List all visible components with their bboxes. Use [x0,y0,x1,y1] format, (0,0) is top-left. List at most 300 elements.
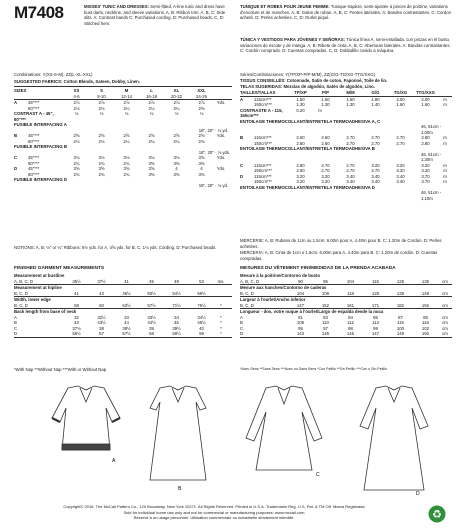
row-value: 1.30 [296,102,305,107]
row-value: 2.70 [346,168,355,173]
figure-a-tunic [52,386,120,450]
fgm-row-label: B, C, D [240,302,254,308]
row-value: 2¼ [123,138,130,144]
row-label [14,183,199,189]
row-sub: 46, 51cm - 1,30m [420,151,442,162]
fgm-value: 90 [298,278,303,284]
fgm-row-label: B, C, D [14,302,28,308]
fgm-row-label: C [14,325,18,331]
fgm-value: 109 [321,290,330,296]
row-value: 2⅜ [198,138,205,144]
fgm-row-label: A [14,314,17,320]
row-value: 3.20 [396,162,405,168]
row-label: A [240,96,244,102]
row-value: 3⅛ [148,155,155,160]
row-value: 4 [200,166,203,171]
header-cell: 12-14 [121,93,132,99]
fgm-value: 75½ [197,302,206,308]
header-cell: TTG/XXG [416,90,435,95]
row-value: 3⅜ [173,171,180,177]
fgm-value: 149 [421,290,430,296]
fgm-row [14,303,232,309]
row-label: FUSIBLE INTERFACING B [14,144,67,149]
table-row [14,111,232,122]
fgm-row-label: A [240,314,243,320]
row-value: 1.60 [396,102,405,107]
combinations: Combinations: Y(XS-S-M), ZZ(L-XL-XXL) [14,72,93,77]
fgm-value: 125 [396,278,405,284]
fgm-value: 37⅛ [72,325,81,331]
fgm-value: 100 [396,325,405,331]
fgm-value: 39 [149,325,154,331]
fgm-value: 87 [398,314,403,320]
row-label: CONTRASTE A - 115, 150cm*** [240,107,283,118]
row-label: C [240,162,244,168]
header-cell: L [150,88,153,93]
row-value: 1.90 [371,96,380,102]
header-cell: XS [73,88,80,93]
fgm-value: 34 [174,314,179,320]
row-value: 2⅞ [98,100,105,105]
header-cell: 24-26 [196,93,207,99]
header-cell: TP/XP [294,90,307,95]
fgm-value: 143 [296,331,305,336]
fgm-unit: cm [442,320,448,325]
row-unit: m [443,162,447,168]
fgm-value: 50½ [147,290,156,296]
fgm-unit [214,291,228,297]
fgm-row-label: D [14,331,18,336]
header-cell: M/M [346,90,355,95]
row-value: 2.70 [371,135,380,140]
row-value: 3.20 [421,162,430,168]
row-value: 2.80 [421,135,430,140]
row-value: 2⅝ [98,133,105,138]
row-sub: 46, 51cm - 1,10m [420,190,442,201]
row-value: 2⅞ [73,100,80,105]
fgm-unit: cm [442,302,448,308]
row-unit: m [443,140,447,146]
fgm-value: 84 [348,314,353,320]
row-value: 3⅝ [98,166,105,171]
figure-label-d: D [416,491,420,496]
row-value: 2.60 [296,135,305,140]
suggested-fabrics: SUGGESTED FABRICS: Cotton Blends, Sateen, Dobby, Linen. [14,79,140,84]
row-value: 2.60 [296,168,305,173]
row-value: 3⅜ [148,160,155,166]
row-unit: m [443,179,447,184]
row-value: 2¾ [98,160,105,166]
row-sub: 60"*** [28,105,40,111]
row-sub: 60"*** [28,160,40,166]
tissus: TISSUS CONSEILLÉS: Cotonnade, Satin de coton, Faponné, Toile de lin. [240,78,388,83]
fgm-value: 99 [373,325,378,331]
row-sub: 150cm*** [254,102,272,107]
row-sub: 115cm*** [254,173,272,179]
fgm-value: 33 [124,314,129,320]
row-value: 2⅞ [123,100,130,105]
row-value: 2¼ [123,105,130,111]
fgm-value: 43 [99,290,104,296]
fgm-unit: * [220,331,222,336]
row-value: 3.40 [371,173,380,179]
row-sub: 46, 51cm - 1,00m [420,124,442,135]
fgm-value: 147 [371,331,380,336]
fgm-value: 150 [421,331,430,336]
row-value: 2⅜ [198,105,205,111]
fgm-value: 45 [149,278,154,284]
row-value: 2.60 [321,135,330,140]
fgm-section-title: Width, lower edge [14,297,51,302]
fgm-value: 43½ [97,320,106,325]
row-value: 3⅛ [98,155,105,160]
intro-en-title: MISSES' TUNIC AND DRESSES: [84,4,150,9]
header-label: TAILLES/TALLAS [240,90,276,95]
row-unit: Yds. [216,133,226,138]
fgm-value: 83 [323,314,328,320]
divider [14,337,232,338]
row-value: 2.00 [396,96,405,102]
fgm-unit: cm [442,290,448,296]
fgm-row [240,279,452,285]
row-value: 2¾ [123,160,130,166]
row-label: ENTOILAGE THERMOCOLLANT/ENTRETELA TERMOADHESIVA A, C [240,118,381,124]
row-value: 3⅜ [148,171,155,177]
row-sub: 18", 20" · ⅛ yds. [198,149,231,155]
fgm-value: 58 [149,331,154,336]
row-value: 2.70 [396,140,405,146]
row-sub: 150cm*** [254,140,272,146]
fgm-value: 58½ [172,331,181,336]
row-sub: 60"*** [28,138,40,144]
fgm-value: 33½ [147,314,156,320]
figure-label-b: B [178,486,182,492]
fgm-section-title: Measurement at hipline [14,285,62,290]
row-unit: Yds. [216,166,226,171]
fgm-value: 32½ [97,314,106,320]
row-value: 4 [175,166,178,171]
table-row [14,183,232,189]
row-value: 2¾ [98,171,105,177]
row-value: 3⅛ [73,155,80,160]
row-value: ⅛ [124,111,129,116]
fgm-value: 161 [346,302,355,308]
nap-note-en: *With Nap **Without Nap ***With or Without Nap [14,367,107,372]
row-value: ⅛ [199,111,204,116]
fgm-row-label: B, C, D [240,290,254,296]
fgm-value: 98 [348,325,353,331]
row-label: FUSIBLE INTERFACING A [14,122,67,127]
fgm-section-title: Measurement at bustline [14,273,65,278]
fgm-value: 104 [296,290,305,296]
fgm-section-title: Back length from base of neck [14,309,77,314]
telas: TELAS SUGERIDAS: Mezclas de algodón, Satén de algodón, Lino. [240,84,375,89]
fgm-value: 59 [199,331,204,336]
row-value: 2.80 [421,140,430,146]
row-value: 2⅛ [73,138,80,144]
row-unit: m [443,102,447,107]
row-value: 2.80 [296,162,305,168]
fgm-value: 54½ [172,290,181,296]
row-label [240,152,421,163]
fgm-value: 45 [174,320,179,325]
yardage-table-en [14,88,232,188]
header-cell: 4-6 [73,93,80,99]
row-value: 2¼ [148,105,155,111]
fgm-row-label: A, B, C, D [240,278,260,284]
fgm-value: 56½ [72,331,81,336]
fgm-row [240,303,452,309]
fgm-value: 57½ [122,331,131,336]
row-value: ⅛ [149,111,154,116]
series: Séries/Combinaciones: Y(TP/XP-P/P-M/M), ZZ(G/G-TG/XG-TTG/XXG) [240,72,376,77]
fgm-value: 104 [346,278,355,284]
fgm-value: 40 [199,325,204,331]
row-sub: 150cm*** [254,179,272,184]
row-value: 2⅛ [98,105,105,111]
fgm-unit: * [220,314,222,320]
row-value: ⅛ [174,111,179,116]
divider [240,337,452,338]
row-sub: 115cm*** [254,96,272,102]
fgm-value: 95 [323,278,328,284]
row-value: 2¼ [148,138,155,144]
row-value: 3.20 [321,179,330,184]
table-row [240,108,452,119]
fgm-value: 152 [321,302,330,308]
svg-text:♻: ♻ [432,508,442,521]
fgm-unit: cm [442,325,448,331]
row-label [240,190,421,201]
fgm-value: 39½ [172,325,181,331]
mes-title: MESURES DU VÊTEMENT FINI/MEDIDAS DE LA PRENDA ACABADA [240,266,396,271]
row-value: 3.40 [396,173,405,179]
fgm-value: 44½ [147,320,156,325]
fgm-section-title: Longueur - dos, votre nuque à l'ourlet/Largo de espalda desde la nuca [240,309,384,314]
garment-sketches [40,378,440,496]
fgm-value: 43 [74,320,79,325]
row-value: 3.40 [346,173,355,179]
header-cell: 20-22 [171,93,182,99]
row-label: B [14,133,18,138]
header-label: SIZES [14,88,27,93]
table-row [240,152,452,163]
fgm-row-label: D [240,331,244,336]
figure-label-c: C [316,472,320,478]
notions: NOTIONS: A, B: ⅛" or ¼" Ribbons: 6½ yds. for A, 4⅝ yds. for B. C: 1⅛ yds. Cording. D: Purchased beads. [14,245,217,250]
row-value: 3.20 [296,179,305,184]
fgm-row [240,291,452,297]
fgm-value: 112 [347,320,354,325]
fgm-table-en [14,273,232,338]
fgm-value: 115 [397,320,404,325]
row-value: 2¾ [73,171,80,177]
row-value: 2¾ [123,171,130,177]
row-value: 2.70 [346,140,355,146]
fgm-value: 63½ [122,302,131,308]
fgm-table-fr [240,273,452,338]
fgm-value: 138 [396,290,405,296]
row-value: 3⅝ [73,166,80,171]
row-value: 2⅝ [123,133,130,138]
recycle-icon [428,505,446,523]
row-value: 2¾ [73,160,80,166]
row-value: 1.60 [421,102,430,107]
row-value: 3.20 [321,173,330,179]
row-sub: 115cm*** [254,135,272,140]
fgm-value: 41 [124,278,129,284]
fgm-value: 146 [346,331,355,336]
garment-figures [40,378,440,496]
header-cell: P/P [322,90,329,95]
row-label: ENTOILAGE THERMOCOLLANT/ENTRETELA TERMOADHESIVA B [240,146,375,151]
row-value: 3⅛ [173,155,180,160]
row-label: B [240,135,244,140]
row-value: 3⅝ [123,166,130,171]
fgm-value: 60 [99,302,104,308]
row-value: 2.00 [421,96,430,102]
fgm-value: 102 [421,325,430,331]
footer-copyright: Copyright© 2016, The McCall Pattern Co., 120 Broadway, New York 10271. All Rights Reserved. Printed in U.S.A. Trademarks Reg. U.S. Pat. & TM Off. Marca Registrada [63,504,365,509]
row-label [240,124,421,135]
row-value: 3.20 [396,168,405,173]
divider [14,86,232,87]
row-value: 2⅝ [73,133,80,138]
figure-label-a: A [112,458,116,464]
fgm-value: 192 [421,302,430,308]
merceria: MERCERÍA: A, B: Cinta de 1cm o 1.5cm: 6.00m para A, 4.40m para B. C: 1.20m de cordón. D: Cuentas compradas. [240,250,438,261]
row-value: 3.20 [421,168,430,173]
row-sub: 45"*** [28,155,40,160]
row-value: 3⅝ [198,155,205,160]
table-header-row [240,90,452,96]
row-value: 3.70 [421,179,430,184]
row-sub: 18", 20" · ⅛ yd. [198,127,229,133]
row-unit: Yds. [216,155,226,160]
fgm-value: 49 [174,278,179,284]
fgm-value: 88 [423,314,428,320]
fgm-value: 67½ [147,302,156,308]
footer-line2: Sold for individual home use only and not for commercial or manufacturing purposes. www.mccall.com [123,509,305,515]
footer-line3: Réservé à un usage personnel. Utilisation commerciale ou industrielle strictement interdite. [133,515,295,521]
row-label: D [240,173,244,179]
table-header-row [14,94,232,100]
fgm-value: 149 [396,331,405,336]
row-value: 2⅞ [173,100,180,105]
row-value: 2⅞ [148,100,155,105]
row-value: 2.60 [296,140,305,146]
row-unit: m [443,135,447,140]
fgm-section-title: Largeur à l'ourlet/Ancho inferior [240,297,306,302]
row-label: C [14,155,18,160]
intro-es [240,37,452,54]
fgm-value: 35½ [72,278,81,284]
fgm-value: 38½ [122,325,131,331]
row-value: 3⅜ [173,160,180,166]
fgm-value: 53 [199,278,204,284]
row-value: 2⅝ [198,133,205,138]
row-value: 3⅜ [198,171,205,177]
row-value: 1.40 [371,102,380,107]
fgm-row-label: B [14,320,17,325]
table-row [240,190,452,201]
row-value: 3.20 [296,173,305,179]
row-value: 2⅝ [173,133,180,138]
row-value: ⅛ [74,111,79,116]
fgm-value: 32 [74,314,79,320]
fgm-value: 46½ [122,290,131,296]
row-sub: 150cm*** [254,168,272,173]
fgm-value: 118 [347,290,354,296]
row-value: 2.70 [321,162,330,168]
intro-fr-body: Tunique trapèze, semi-ajustée à pinces de poitrine, variations d'encolure et de manches. A, B: Galon de ruban. A, B, C: Fentes latérales. A: Bandes contrastantes. C: Cordon acheté. D: Perles achetées. C, D: Ourlet piqué. [240,4,452,20]
fgm-title: FINISHED GARMENT MEASUREMENTS [14,266,105,271]
fgm-value: 113 [372,320,379,325]
header-cell: XXL [197,88,206,93]
row-value: 3⅜ [198,160,205,166]
row-sub: 60"*** [28,171,40,177]
row-value: 1.60 [346,96,355,102]
row-value: 2.70 [346,135,355,140]
header-cell: XL [173,88,180,93]
fgm-unit: cm [442,314,448,320]
row-sub: 115cm*** [254,162,272,168]
row-sub: 45"*** [28,166,40,171]
row-value: 2.70 [346,162,355,168]
fgm-value: 81 [298,314,303,320]
header-cell: 16-18 [146,93,157,99]
row-value: 1.50 [321,96,330,102]
row-label: FUSIBLE INTERFACING D [14,177,67,182]
fgm-value: 115 [372,278,379,284]
row-value: 2.60 [321,140,330,146]
nap-note-fr: *Avec Sens **Sans Sens ***Avec ou Sans Sens *Con Pelillo **Sin Pelillo ***Con o Sin Pelillo [240,367,387,371]
header-label [14,94,64,100]
header-cell: S [100,88,103,93]
row-value: 3⅛ [123,155,130,160]
fgm-value: 59½ [197,290,206,296]
fgm-unit: * [220,302,222,308]
fgm-value: 128 [371,290,380,296]
fgm-row-label: B, C, D [14,290,28,296]
row-value: 2.70 [321,168,330,173]
row-sub: 45"*** [28,100,40,105]
fgm-value: 58 [74,302,79,308]
row-value: 2.70 [396,135,405,140]
header-cell: 8-10 [97,93,106,99]
row-sub: 45"*** [28,133,40,138]
row-unit: m [318,107,322,113]
fgm-row [14,279,232,285]
intro-en [84,4,232,26]
fgm-value: 110 [322,320,329,325]
row-unit: m [443,96,447,102]
fgm-value: 97 [323,325,328,331]
row-unit: Yds. [216,100,226,105]
row-value: 2.70 [371,140,380,146]
fgm-unit: * [220,325,222,331]
row-value: 3.40 [396,179,405,184]
fgm-unit: cm [442,278,448,284]
header-cell: TG/XG [393,90,408,95]
fgm-row [240,331,452,337]
row-unit: m [443,173,447,179]
row-value: 2.70 [371,168,380,173]
fgm-value: 71½ [172,302,181,308]
fgm-row-label: B [240,320,243,325]
fgm-value: 147 [296,302,305,308]
figure-b-dress [150,386,206,480]
